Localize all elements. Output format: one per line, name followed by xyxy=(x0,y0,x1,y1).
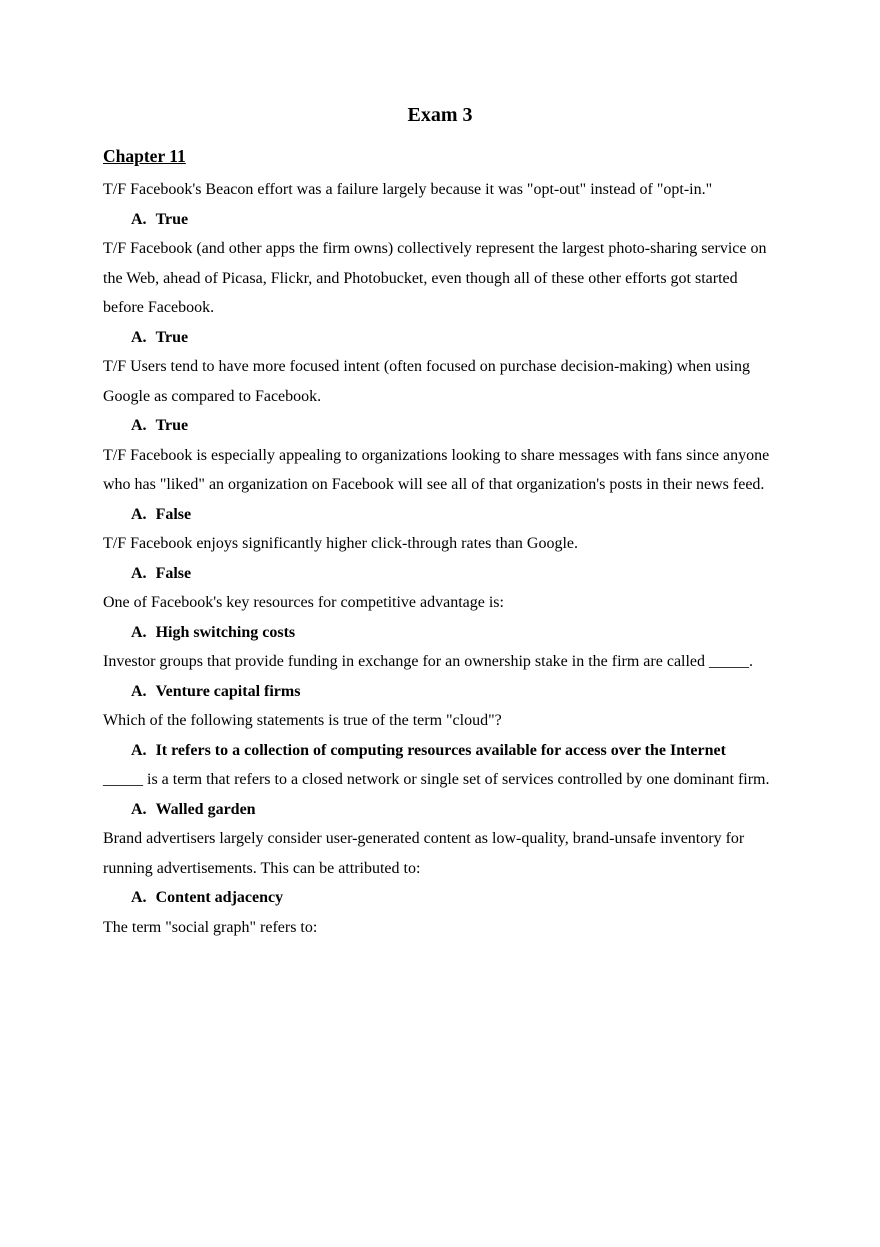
question-text: Which of the following statements is true of the term "cloud"? xyxy=(103,712,502,729)
qa-block xyxy=(103,234,777,352)
answer-line xyxy=(103,795,777,825)
answer-text: True xyxy=(155,328,189,346)
answer-text: True xyxy=(155,210,189,228)
answer-text: It refers to a collection of computing resources available for access over the Internet xyxy=(155,741,726,759)
qa-block xyxy=(103,441,777,530)
question-text: The term "social graph" refers to: xyxy=(103,918,318,936)
qa-block xyxy=(103,824,777,913)
answer-line xyxy=(103,205,777,235)
qa-block xyxy=(103,647,777,706)
answer-text: High switching costs xyxy=(155,623,296,641)
answer-text: Walled garden xyxy=(155,800,256,818)
answer-letter: A. xyxy=(131,505,147,523)
question-text: T/F Facebook enjoys significantly higher click-through rates than Google. xyxy=(103,535,578,552)
chapter-heading: Chapter 11 xyxy=(103,145,186,166)
answer-letter: A. xyxy=(131,800,147,818)
answer-letter: A. xyxy=(131,328,147,346)
question-text: _____ is a term that refers to a closed network or single set of services controlled by one dominant firm. xyxy=(103,771,770,788)
answer-text: False xyxy=(155,505,192,523)
answer-line xyxy=(103,323,777,353)
answer-letter: A. xyxy=(131,210,147,228)
answer-letter: A. xyxy=(131,417,147,434)
answer-letter: A. xyxy=(131,682,147,700)
answer-line xyxy=(103,883,777,913)
qa-block xyxy=(103,588,777,647)
qa-block xyxy=(103,352,777,441)
qa-block xyxy=(103,706,777,765)
question-text: Brand advertisers largely consider user-generated content as low-quality, brand-unsafe inventory for running advertisements. This can be attributed to: xyxy=(103,830,745,877)
answer-text: Venture capital firms xyxy=(155,682,301,700)
qa-block xyxy=(103,765,777,824)
answer-text: False xyxy=(155,564,192,582)
answer-line xyxy=(103,500,777,530)
question-text: Investor groups that provide funding in exchange for an ownership stake in the firm are called _____. xyxy=(103,653,754,670)
question-text: T/F Facebook's Beacon effort was a failure largely because it was "opt-out" instead of "opt-in." xyxy=(103,181,713,198)
answer-text: Content adjacency xyxy=(155,889,284,906)
page-title: Exam 3 xyxy=(407,104,473,126)
qa-block xyxy=(103,175,777,234)
answer-line xyxy=(103,411,777,441)
answer-letter: A. xyxy=(131,623,147,641)
answer-line xyxy=(103,559,777,589)
answer-letter: A. xyxy=(131,889,147,906)
question-text: T/F Facebook is especially appealing to organizations looking to share messages with fans since anyone who has "liked" an organization on Facebook will see all of that organization's posts in their news feed. xyxy=(103,446,770,493)
answer-text: True xyxy=(155,417,189,434)
answer-line xyxy=(103,677,777,707)
answer-line xyxy=(103,736,777,766)
answer-letter: A. xyxy=(131,741,147,759)
qa-block xyxy=(103,913,777,943)
question-text: One of Facebook's key resources for competitive advantage is: xyxy=(103,594,504,611)
question-list xyxy=(103,175,777,942)
question-text: T/F Users tend to have more focused intent (often focused on purchase decision-making) when using Google as compared to Facebook. xyxy=(103,358,750,405)
question-text: T/F Facebook (and other apps the firm owns) collectively represent the largest photo-sharing service on the Web, ahead of Picasa, Flickr, and Photobucket, even though all of these other efforts got started before Facebook. xyxy=(103,240,767,316)
answer-line xyxy=(103,618,777,648)
answer-letter: A. xyxy=(131,564,147,582)
qa-block xyxy=(103,529,777,588)
